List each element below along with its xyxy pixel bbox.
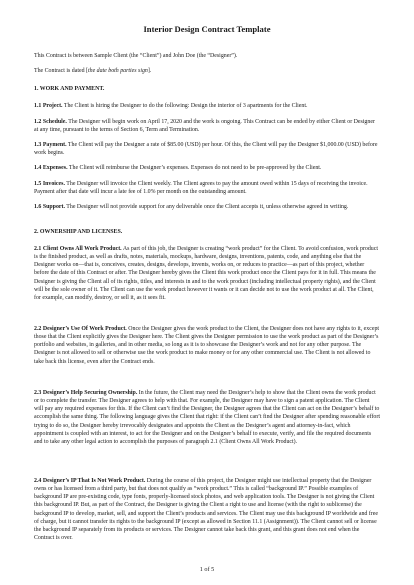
clause-2-2: 2.2 Designer’s Use Of Work Product. Once the Designer gives the work product to the Client, the Designer does not have any rights to it, except those that the Client explicitly gives the Designer here. The Client gives the Designer permission to use the work product as part of the Designer’s portfolio and websites, in galleries, and in other media, so long as it is to showcase the Designer’s work and not for any other purpose. The Designer is not allowed to sell or otherwise use the work product to make money or for any other commercial use. The Client is not allowed to take back this license, even after the Contract ends. [34,326,380,365]
clause-2-4: 2.4 Designer’s IP That Is Not Work Product. During the course of this project, the Designer might use intellectual property that the Designer owns or has licensed from a third party, but that does not qualify as “work product.” This is called “background IP.” Possible examples of background IP are pre-existing code, type fonts, properly-licensed stock photos, and web application tools. The Designer is not giving the Client this background IP. But, as part of the Contract, the Designer is giving the Client a right to use and license (with the right to sublicense) the background IP to develop, market, sell, and support the Client’s products and services. The Client may use this background IP worldwide and free of charge, but it cannot transfer its rights to the background IP (except as allowed in Section 11.1 (Assignment)). The Client cannot sell or license the background IP separately from its products or services. The Designer cannot take back this grant, and this grant does not end when the Contract is over. [34,478,378,542]
clause-1-4: 1.4 Expenses. The Client will reimburse the Designer’s expenses. Expenses do not need to be pre-approved by the Client. [34,165,322,171]
parties-paragraph: This Contract is between Sample Client (the “Client”) and John Doe (the “Designer”). [34,53,238,59]
clause-1-3: 1.3 Payment. The Client will pay the Designer a rate of $85.00 (USD) per hour. Of this, the Client will pay the Designer $1,000.00 (USD) before work begins. [34,142,378,157]
clause-1-6: 1.6 Support. The Designer will not provide support for any deliverable once the Client accepts it, unless otherwise agreed in writing. [34,204,349,210]
clause-2-1: 2.1 Client Owns All Work Product. As part of this job, the Designer is creating “work product” for the Client. To avoid confusion, work product is the finished product, as well as drafts, notes, materials, mockups, hardware, designs, inventions, patents, code, and anything else that the Designer works on—that is, conceives, creates, designs, develops, invents, works on, or reduces to practice—as part of this project, whether before the date of this Contract or after. The Designer hereby gives the Client this work product once the Client pays for it in full. This means the Designer is giving the Client all of its rights, titles, and interests in and to the work product (including intellectual property rights), and the Client will be the sole owner of it. The Client can use the work product however it wants or it can decide not to use the work product at all. The Client, for example, can modify, destroy, or sell it, as it sees fit. [34,246,378,301]
dated-paragraph: The Contract is dated [the date both parties sign]. [34,68,152,74]
clause-2-3: 2.3 Designer’s Help Securing Ownership. In the future, the Client may need the Designer’s help to show that the Client owns the work product or to complete the transfer. The Designer agrees to help with that. For example, the Designer may have to sign a patent application. The Client will pay any required expenses for this. If the Client can’t find the Designer, the Designer agrees that the Client can act on the Designer’s behalf to accomplish the same thing. The following language gives the Client that right: if the Client can’t find the Designer after spending reasonable effort trying to do so, the Designer hereby irrevocably designates and appoints the Client as the Designer’s agent and attorney-in-fact, which appointment is coupled with an interest, to act for the Designer and on the Designer’s behalf to execute, verify, and file the required documents and to take any other legal action to accomplish the purposes of paragraph 2.1 (Client Owns All Work Product). [34,390,380,445]
clause-1-1: 1.1 Project. The Client is hiring the Designer to do the following: Design the interior of 3 apartments for the Client. [34,103,308,109]
section-heading-work-payment: 1. WORK AND PAYMENT. [34,86,105,92]
page-number: 1 of 5 [199,566,215,573]
clause-1-2: 1.2 Schedule. The Designer will begin work on April 17, 2020 and the work is ongoing. This Contract can be ended by either Client or Designer at any time, pursuant to the terms of Section 6, Term and Termination. [34,119,375,134]
document-title: Interior Design Contract Template [143,24,271,34]
section-heading-ownership: 2. OWNERSHIP AND LICENSES. [34,229,123,235]
clause-1-5: 1.5 Invoices. The Designer will invoice the Client weekly. The Client agrees to pay the amount owed within 15 days of receiving the invoice. Payment after that date will incur a late fee of 1.0% per month on the outstanding amount. [34,181,368,196]
